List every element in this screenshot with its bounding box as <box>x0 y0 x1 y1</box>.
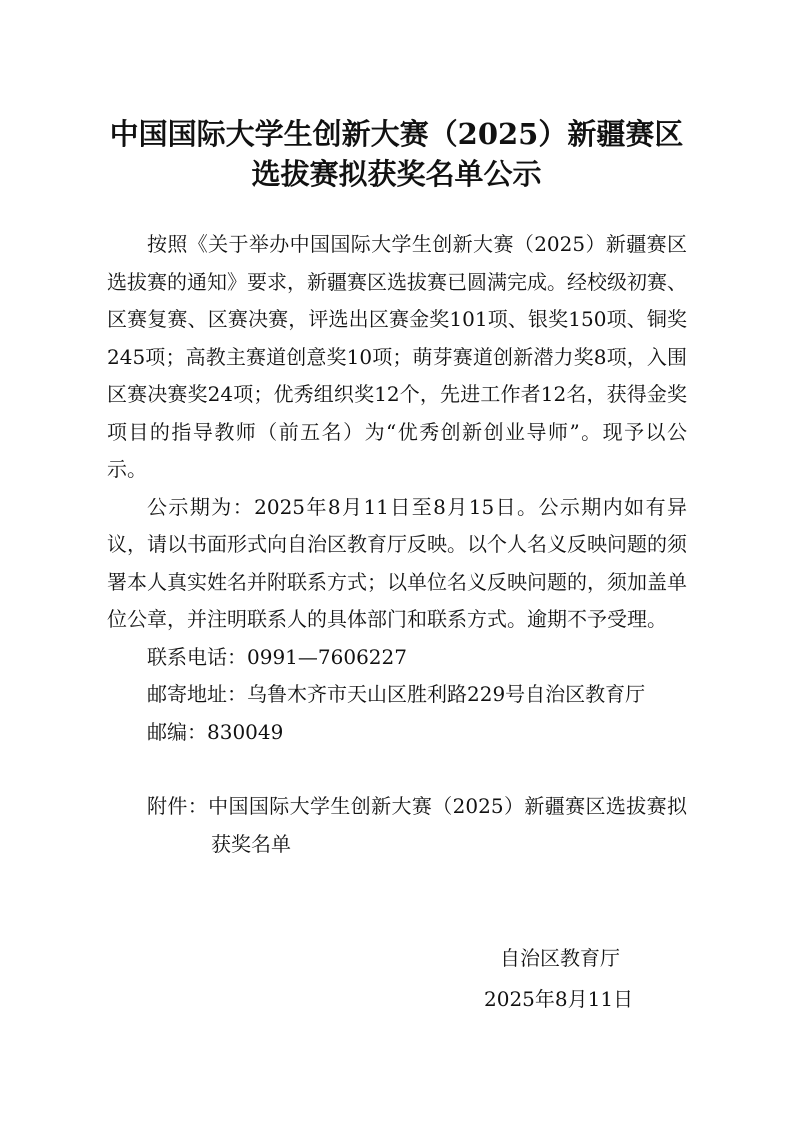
document-title-line-1: 中国国际大学生创新大赛（2025）新疆赛区 <box>109 117 684 151</box>
signature-date: 2025年8月11日 <box>484 987 634 1011</box>
contact-postcode: 邮编：830049 <box>147 719 284 744</box>
document-title-line-2: 选拔赛拟获奖名单公示 <box>251 157 542 191</box>
contact-address: 邮寄地址：乌鲁木齐市天山区胜利路229号自治区教育厅 <box>147 682 646 706</box>
contact-phone: 联系电话：0991—7606227 <box>147 644 407 669</box>
signature-organization: 自治区教育厅 <box>500 946 620 970</box>
body-paragraph-publicity-period: 公示期为：2025年8月11日至8月15日。公示期内如有异议，请以书面形式向自治区教育厅反映。以个人名义反映问题的须署本人真实姓名并附联系方式；以单位名义反映问题的，须加盖单位公章，并注明联系人的具体部门和联系方式。逾期不予受理。 <box>107 494 687 631</box>
attachment-note: 附件：中国国际大学生创新大赛（2025）新疆赛区选拔赛拟获奖名单 <box>147 794 687 856</box>
body-paragraph-announcement: 按照《关于举办中国国际大学生创新大赛（2025）新疆赛区选拔赛的通知》要求，新疆赛区选拔赛已圆满完成。经校级初赛、区赛复赛、区赛决赛，评选出区赛金奖101项、银奖150项、铜奖245项；高教主赛道创意奖10项；萌芽赛道创新潜力奖8项，入围区赛决赛奖24项；优秀组织奖12个，先进工作者12名，获得金奖项目的指导教师（前五名）为“优秀创新创业导师”。现予以公示。 <box>107 232 687 481</box>
document-body <box>107 226 687 863</box>
